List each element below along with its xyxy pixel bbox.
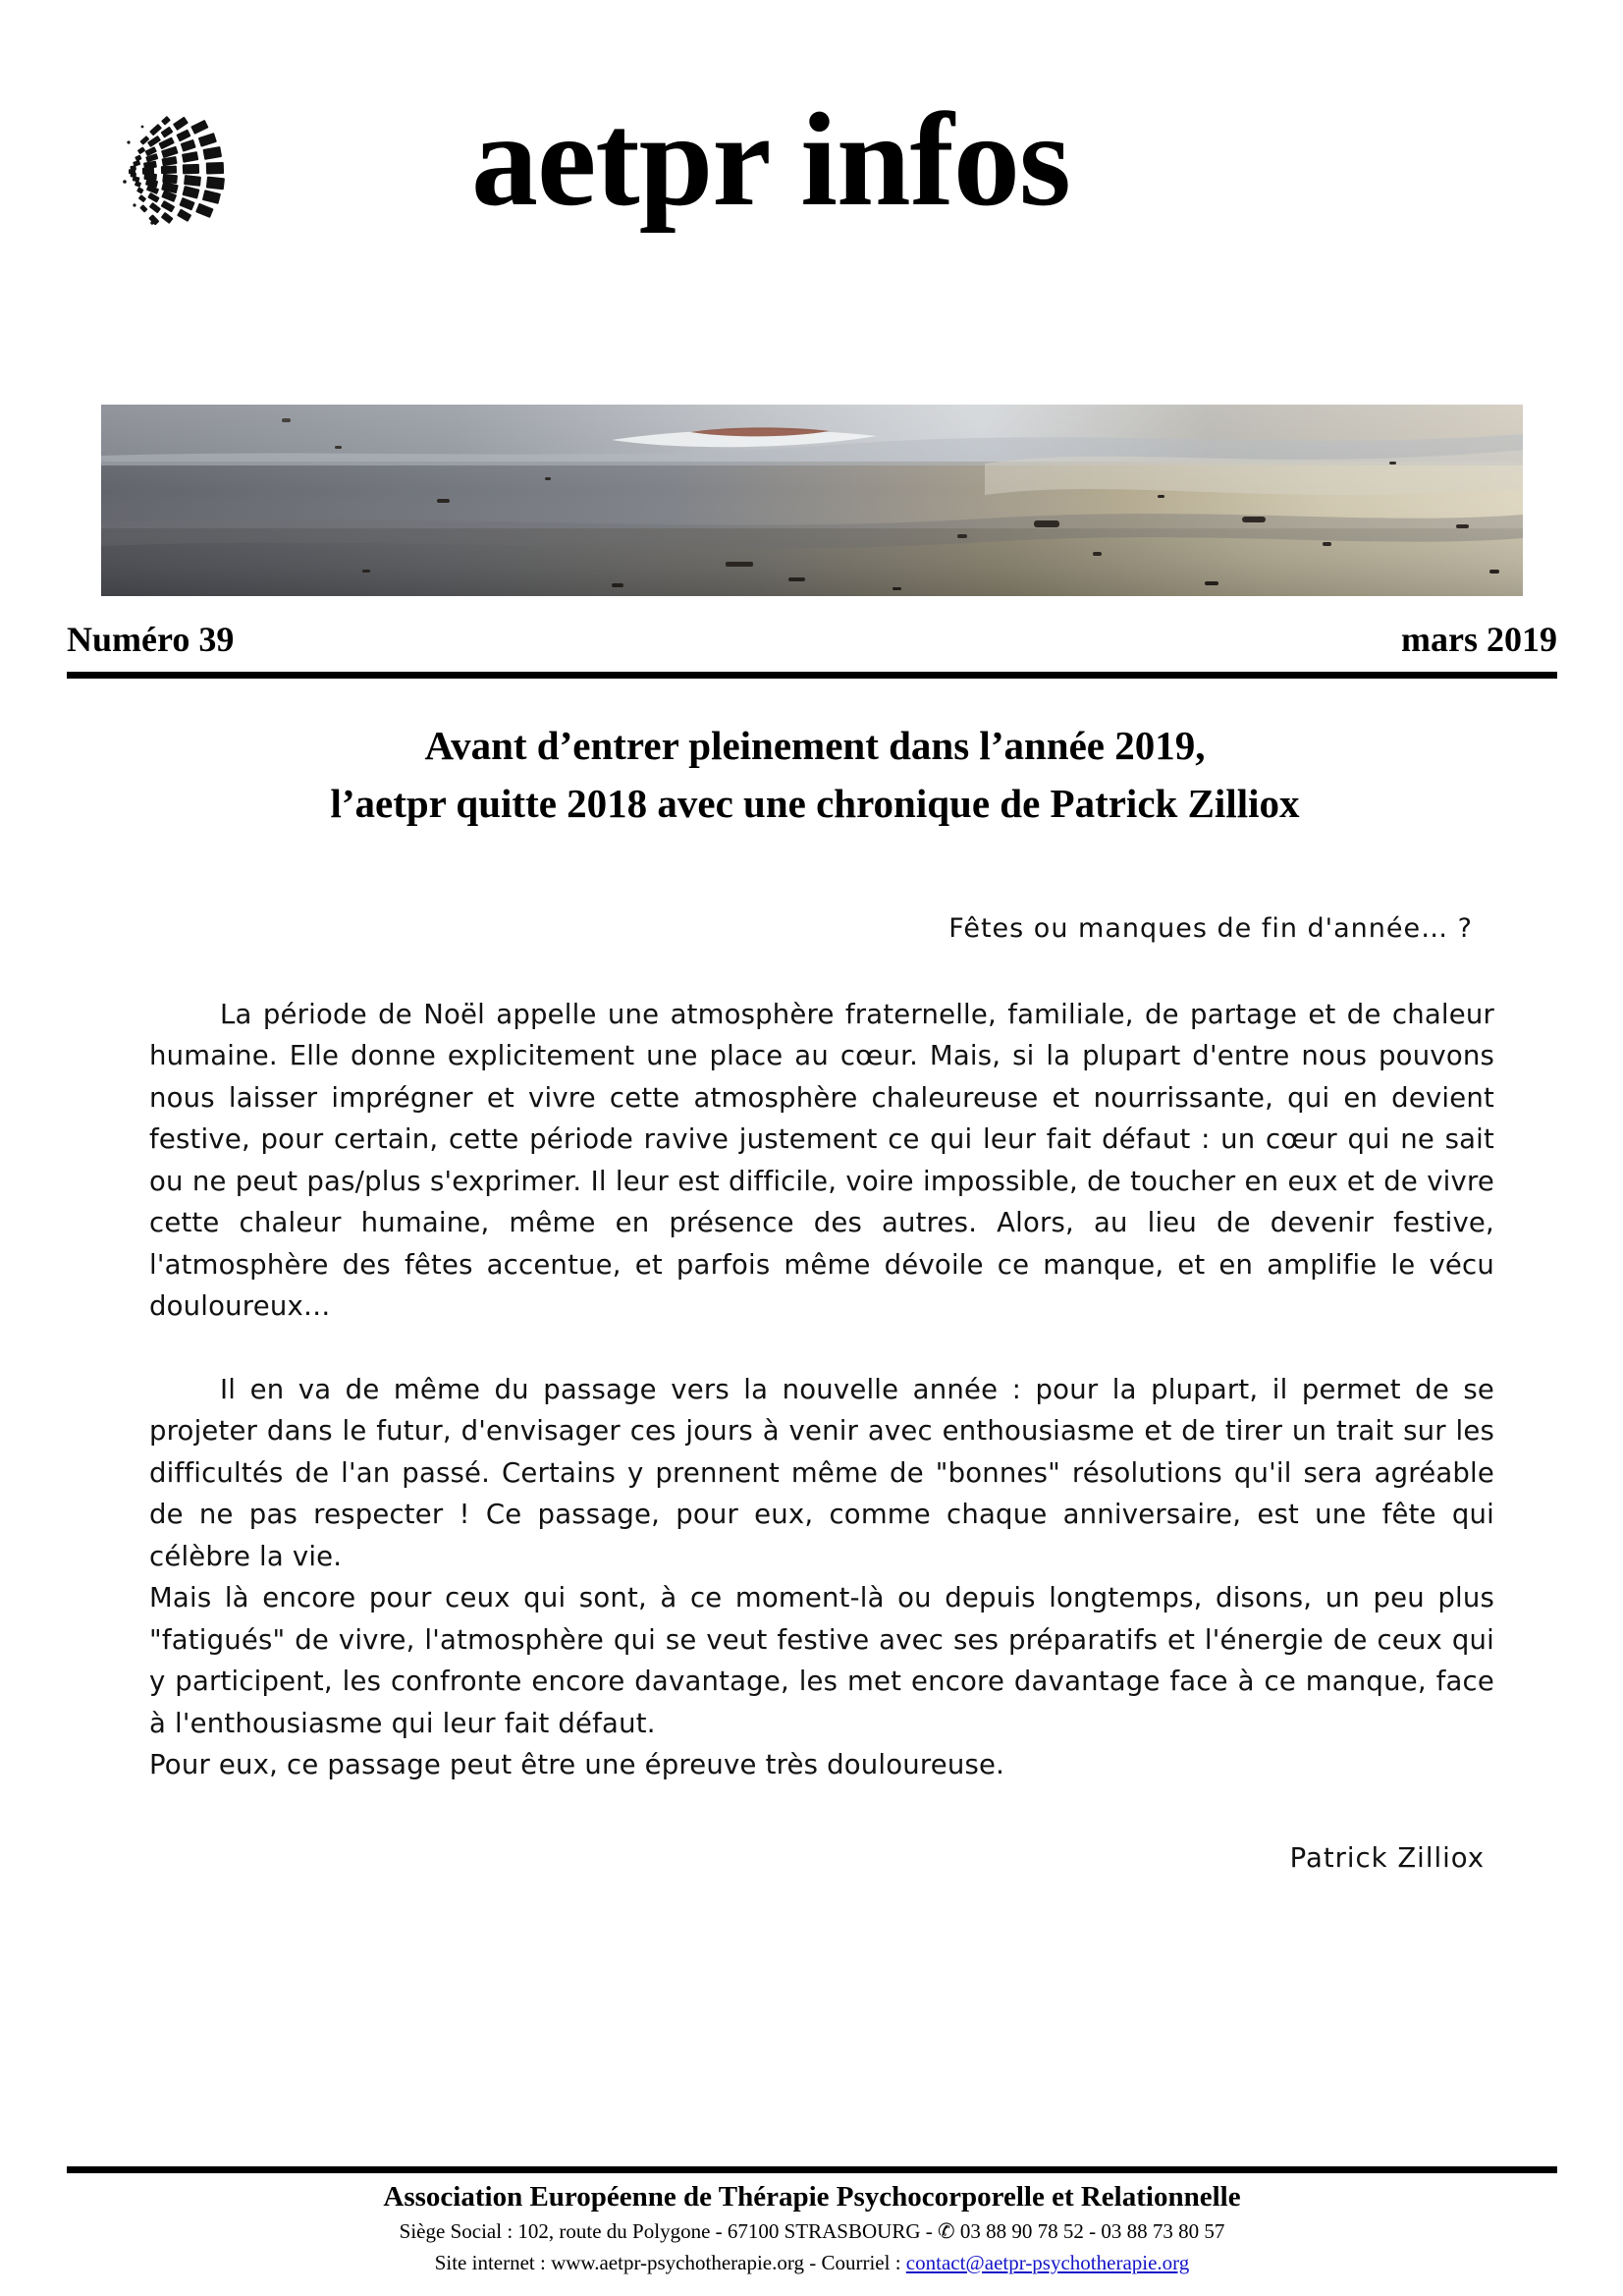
page-title: aetpr infos (471, 86, 1070, 234)
article-subtitle: Fêtes ou manques de fin d'année… ? (948, 913, 1473, 944)
footer-association-name: Association Européenne de Thérapie Psychocorporelle et Relationnelle (383, 2181, 1241, 2213)
issue-date: mars 2019 (1401, 620, 1557, 659)
article-body (149, 908, 1494, 1879)
headline (118, 717, 1512, 834)
article-paragraph-2: Il en va de même du passage vers la nouvelle année : pour la plupart, il permet de se projeter dans le futur, d'envisager ces jours à venir avec enthousiasme et de tirer un trait sur les difficultés de l'an passé. Certains y prennent même de "bonnes" résolutions qu'il sera agréable de ne pas respecter ! Ce passage, pour eux, comme chaque anniversaire, est une fête qui célèbre la vie. (149, 1373, 1494, 1572)
paragraph-spacer (149, 1328, 1494, 1369)
brush-splatter-logo-icon (103, 79, 290, 265)
banner-photo (101, 405, 1523, 596)
header-divider (67, 672, 1557, 679)
footer-web-prefix: Site internet : www.aetpr-psychotherapie.org - Courriel : (434, 2250, 906, 2274)
issue-bar (67, 619, 1557, 678)
footer-divider (67, 2166, 1557, 2173)
footer-web-line (67, 2248, 1557, 2279)
headline-line-1: Avant d’entrer pleinement dans l’année 2019, (424, 723, 1206, 768)
footer (67, 2178, 1557, 2278)
footer-address: Siège Social : 102, route du Polygone - 67100 STRASBOURG - ✆ 03 88 90 78 52 - 03 88 73 80 57 (399, 2219, 1225, 2244)
issue-number: Numéro 39 (67, 620, 235, 659)
article-paragraph-4: Pour eux, ce passage peut être une épreuve très douloureuse. (149, 1749, 1005, 1780)
masthead (0, 0, 1623, 324)
footer-email-link[interactable]: contact@aetpr-psychotherapie.org (905, 2250, 1190, 2274)
article-signature: Patrick Zilliox (1289, 1841, 1485, 1874)
headline-line-2: l’aetpr quitte 2018 avec une chronique de Patrick Zilliox (330, 781, 1300, 827)
article-paragraph-1: La période de Noël appelle une atmosphère fraternelle, familiale, de partage et de chaleur humaine. Elle donne explicitement une place au cœur. Mais, si la plupart d'entre nous pouvons nous laisser imprégner et vivre cette atmosphère chaleureuse et nourrissante, qui en devient festive, pour certain, cette période ravive justement ce qui leur fait défaut : un cœur qui ne sait ou ne peut pas/plus s'exprimer. Il leur est difficile, voire impossible, de toucher en eux et de vivre cette chaleur humaine, même en présence des autres. Alors, au lieu de devenir festive, l'atmosphère des fêtes accentue, et parfois même dévoile ce manque, et en amplifie le vécu douloureux… (149, 998, 1494, 1322)
article-paragraph-3: Mais là encore pour ceux qui sont, à ce moment-là ou depuis longtemps, disons, un peu plus "fatigués" de vivre, l'atmosphère qui se veut festive avec ses préparatifs et l'énergie de ceux qui y participent, les confronte encore davantage, les met encore davantage face à ce manque, face à l'enthousiasme qui leur fait défaut. (149, 1582, 1494, 1739)
